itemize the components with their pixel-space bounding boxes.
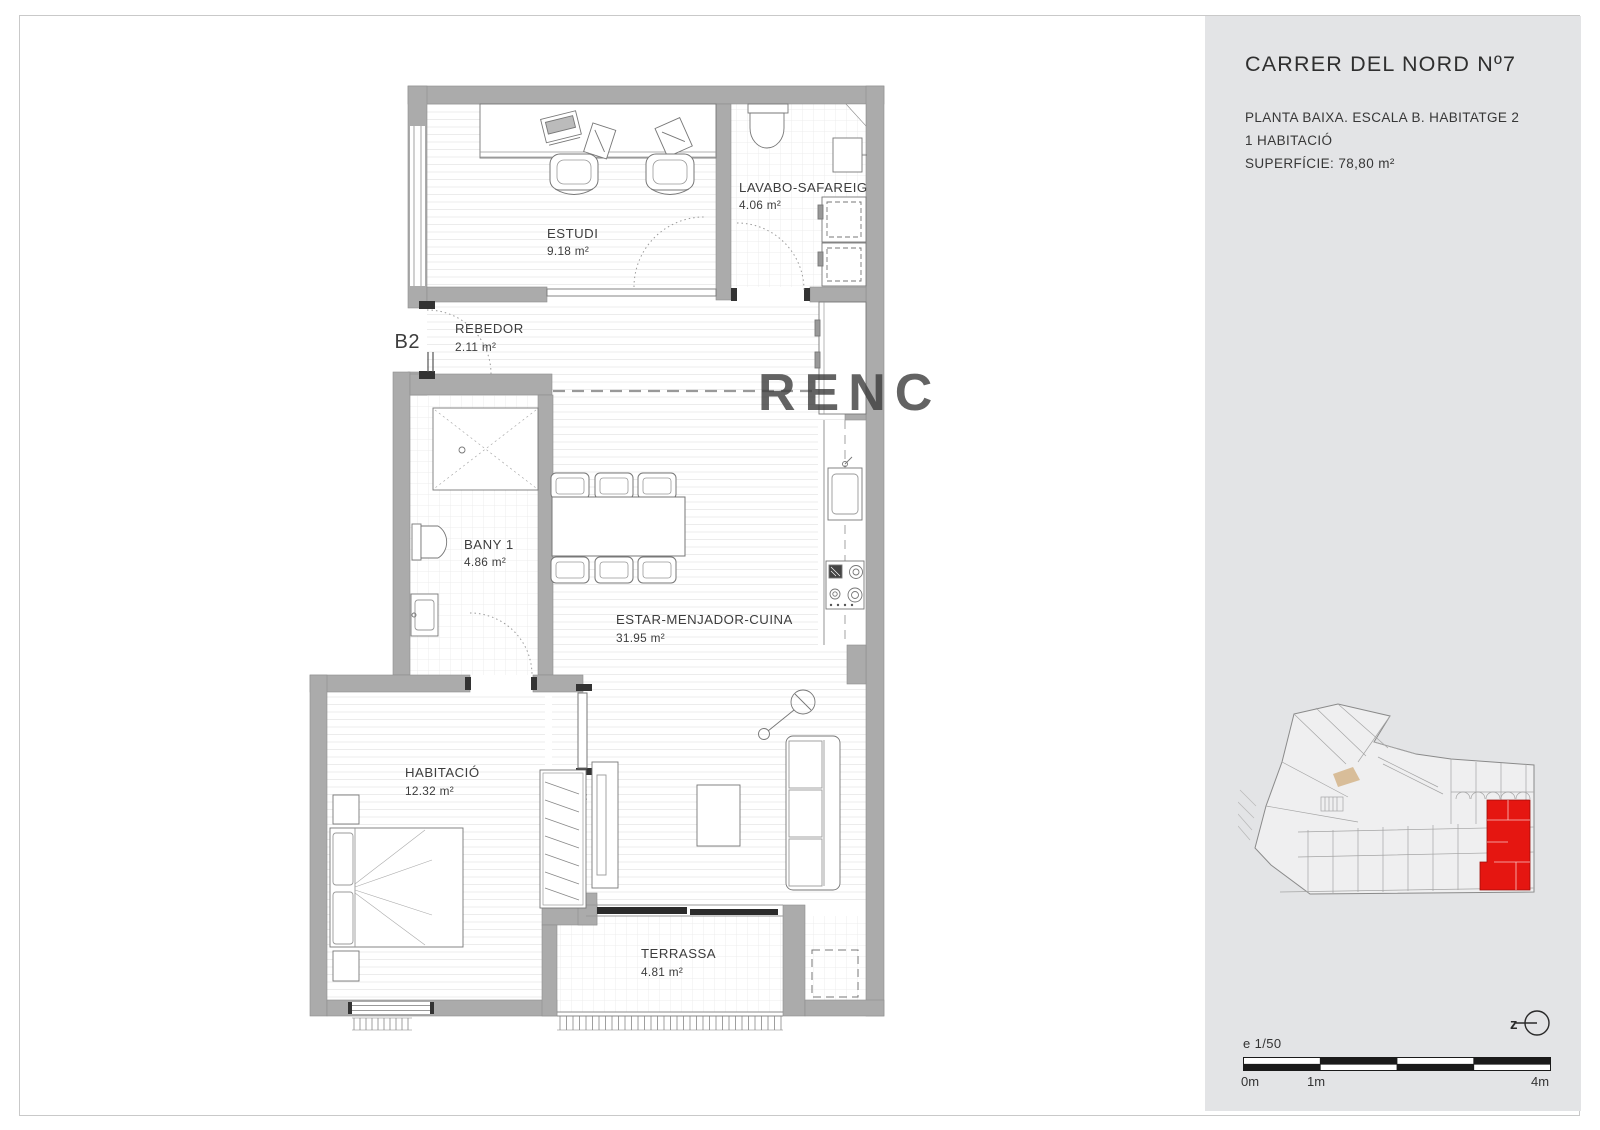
room-label-terrassa: TERRASSA <box>641 946 717 961</box>
dining-table <box>552 497 685 556</box>
scale-label: e 1/50 <box>1243 1036 1282 1051</box>
kitchen-sink <box>828 468 862 520</box>
room-label-habitacio: HABITACIÓ <box>405 765 480 780</box>
unit-label: B2 <box>394 331 420 353</box>
sheet-subtitle-block <box>1245 106 1519 175</box>
coffee-table <box>697 785 740 846</box>
street-hatch <box>1238 790 1256 840</box>
watermark: RENC <box>758 364 942 422</box>
room-area-rebedor: 2.11 m² <box>455 340 497 354</box>
scale-tick-4m: 4m <box>1531 1074 1550 1089</box>
wall-cabinet <box>833 138 862 172</box>
room-area-estudi: 9.18 m² <box>547 244 590 258</box>
room-area-bany: 4.86 m² <box>464 555 507 569</box>
north-arrow <box>1493 1002 1571 1046</box>
scale-tick-1m: 1m <box>1307 1074 1326 1089</box>
room-area-estar: 31.95 m² <box>616 631 665 645</box>
room-area-terrassa: 4.81 m² <box>641 965 684 979</box>
toilet-tank <box>412 524 421 560</box>
toilet-bowl <box>421 526 447 558</box>
dining-set <box>551 473 685 583</box>
toilet-bowl <box>750 113 784 148</box>
terrassa-floor <box>557 916 783 1012</box>
toilet-tank <box>748 104 788 113</box>
sheet-title: CARRER DEL NORD Nº7 <box>1245 52 1517 77</box>
room-label-lavabo: LAVABO-SAFAREIG <box>739 180 868 195</box>
nightstand <box>333 951 359 981</box>
site-plan-minimap <box>1238 702 1550 916</box>
floor-plan <box>290 70 980 1055</box>
room-area-lavabo: 4.06 m² <box>739 198 782 212</box>
scale-bar <box>1243 1057 1551 1071</box>
nightstand <box>333 795 359 824</box>
room-label-estar: ESTAR-MENJADOR-CUINA <box>616 612 793 627</box>
highlighted-unit <box>1480 800 1530 890</box>
room-label-estudi: ESTUDI <box>547 226 599 241</box>
office-chair <box>646 154 694 195</box>
subtitle-line: PLANTA BAIXA. ESCALA B. HABITATGE 2 <box>1245 110 1520 125</box>
neighbor-terrace-floor <box>805 916 866 1000</box>
sofa <box>786 736 840 890</box>
dryer <box>822 243 866 286</box>
bed <box>330 828 463 947</box>
wardrobe <box>540 770 586 908</box>
room-area-habitacio: 12.32 m² <box>405 784 454 798</box>
kitchen-counter-zone <box>818 420 866 648</box>
surface-line: SUPERFÍCIE: 78,80 m² <box>1245 156 1395 171</box>
room-label-bany: BANY 1 <box>464 537 514 552</box>
office-chair <box>550 154 598 195</box>
scale-tick-0m: 0m <box>1241 1074 1260 1089</box>
tv-bench <box>592 762 618 888</box>
info-panel <box>1205 16 1581 1111</box>
rooms-line: 1 HABITACIÓ <box>1245 133 1333 148</box>
washer <box>822 197 866 242</box>
room-label-rebedor: REBEDOR <box>455 321 524 336</box>
north-letter: z <box>1510 1016 1518 1033</box>
